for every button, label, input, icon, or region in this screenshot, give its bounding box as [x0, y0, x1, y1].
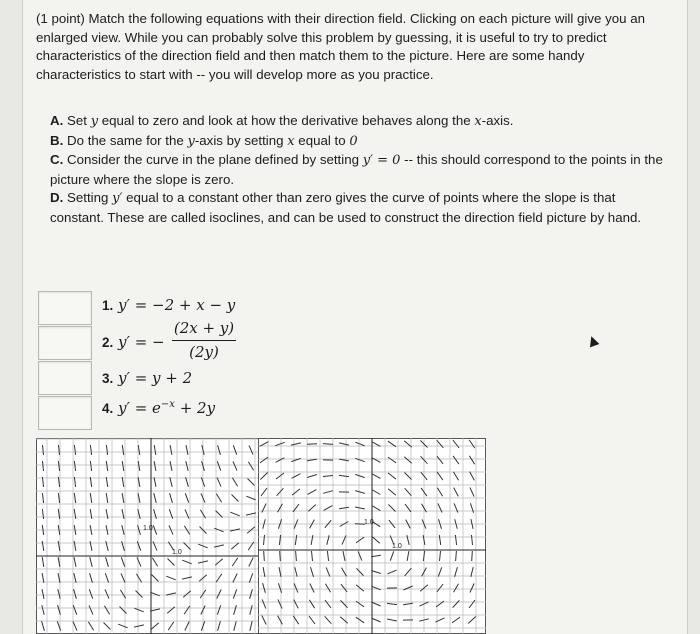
equation-3: 3. y′ = y + 2 — [102, 369, 193, 387]
slope-segment — [264, 551, 265, 561]
direction-field-2[interactable] — [258, 438, 486, 634]
field-1-y-label: 1.0 — [143, 525, 153, 532]
answer-box-1[interactable] — [38, 291, 92, 325]
answer-box-4[interactable] — [38, 396, 92, 430]
answer-box-2[interactable] — [38, 326, 92, 360]
equation-4: 4. $y' = e^{-x} + 2y$ — [102, 399, 216, 417]
hint-b: B. Do the same for the y-axis by setting x equal to 0 — [50, 132, 358, 149]
hints-list — [50, 112, 666, 228]
hint-a: A. Set y equal to zero and look at how the derivative behaves along the x-axis. — [50, 113, 514, 129]
problem-intro: (1 point) Match the following equations with their direction field. Clicking on each picture will give you an enlarged view. While you can probably solve this problem by guessing, it is useful to try to predict characteristics of the direction field and then match them to the picture. Here are some handy characteristics to start with -- you will develop more as you practice. — [36, 11, 646, 82]
hint-c: C. Consider the curve in the plane defined by setting y′ = 0 -- this should correspond to the points in the picture where the slope is zero. — [50, 152, 663, 187]
equation-2-fraction-line — [172, 340, 236, 341]
direction-field-2-svg — [258, 438, 486, 634]
equation-2-denominator: (2y) — [189, 343, 219, 361]
slope-segment — [307, 444, 317, 445]
hint-d: D. Setting y′ equal to a constant other than zero gives the curve of points where the slope is that constant. These are called isoclines, and can be used to construct the direction field picture by hand. — [50, 190, 642, 225]
answer-box-3[interactable] — [38, 361, 92, 395]
field-1-x-label: 1.0 — [172, 549, 182, 556]
slope-segment — [472, 551, 473, 561]
equation-2-numerator: (2x + y) — [173, 319, 235, 337]
direction-field-1-svg — [36, 438, 266, 634]
equation-2: 2. y′ = − — [102, 333, 165, 351]
slope-segment — [280, 551, 281, 561]
field-2-x-label: 1.0 — [392, 543, 402, 550]
field-2-y-label: 1.0 — [364, 519, 374, 526]
direction-field-1[interactable] — [36, 438, 266, 634]
equation-1: 1. y′ = −2 + x − y — [102, 296, 236, 314]
